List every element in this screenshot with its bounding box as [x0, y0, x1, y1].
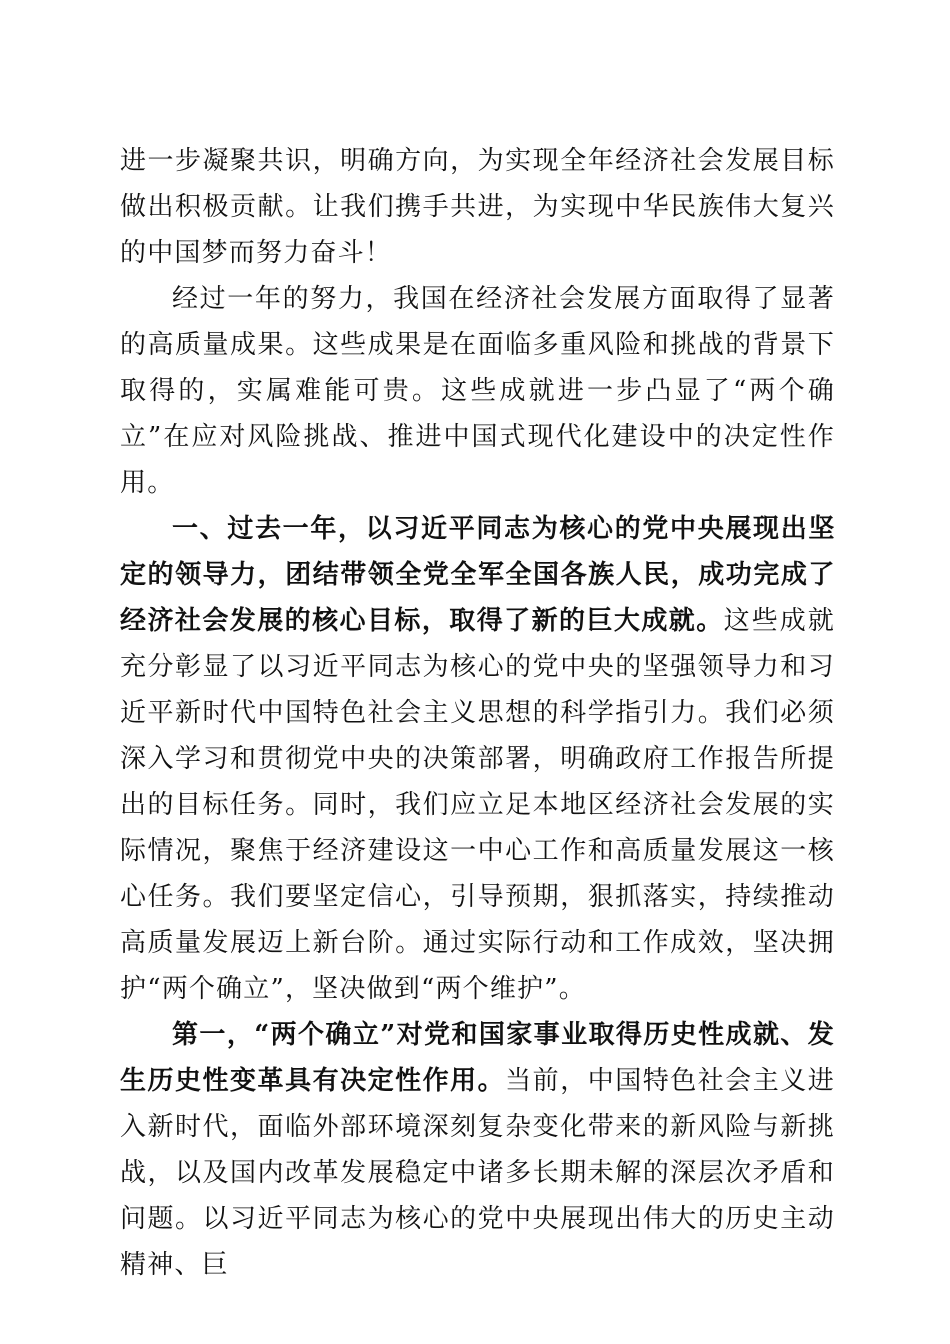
paragraph-text: 经过一年的努力，我国在经济社会发展方面取得了显著的高质量成果。这些成果是在面临多重风险和挑战的背景下取得的，实属难能可贵。这些成就进一步凸显了“两个确立”在应对风险挑战、推进中国式现代化建设中的决定性作用。 [120, 284, 835, 498]
section-heading-one: 一、过去一年，以习近平同志为核心的党中央展现出坚定的领导力，团结带领全党全军全国各族人民，成功完成了经济社会发展的核心目标，取得了新的巨大成就。 [120, 514, 835, 636]
document-body [120, 138, 835, 1288]
paragraph-text: 当前，中国特色社会主义进入新时代，面临外部环境深刻复杂变化带来的新风险与新挑战，以及国内改革发展稳定中诸多长期未解的深层次矛盾和问题。以习近平同志为核心的党中央展现出伟大的历史主动精神、巨 [120, 1066, 835, 1280]
paragraph-text: 进一步凝聚共识，明确方向，为实现全年经济社会发展目标做出积极贡献。让我们携手共进，为实现中华民族伟大复兴的中国梦而努力奋斗！ [120, 146, 835, 268]
paragraph-first-point [120, 1012, 835, 1288]
subsection-heading-first: 第一，“两个确立”对党和国家事业取得历史性成就、发生历史性变革具有决定性作用。 [120, 1020, 835, 1096]
paragraph-text: 这些成就充分彰显了以习近平同志为核心的党中央的坚强领导力和习近平新时代中国特色社会主义思想的科学指引力。我们必须深入学习和贯彻党中央的决策部署，明确政府工作报告所提出的目标任务。同时，我们应立足本地区经济社会发展的实际情况，聚焦于经济建设这一中心工作和高质量发展这一核心任务。我们要坚定信心，引导预期，狠抓落实，持续推动高质量发展迈上新台阶。通过实际行动和工作成效，坚决拥护“两个确立”，坚决做到“两个维护”。 [120, 606, 835, 1004]
paragraph-section-one [120, 506, 835, 1012]
paragraph-continuation [120, 138, 835, 276]
paragraph-achievements [120, 276, 835, 506]
